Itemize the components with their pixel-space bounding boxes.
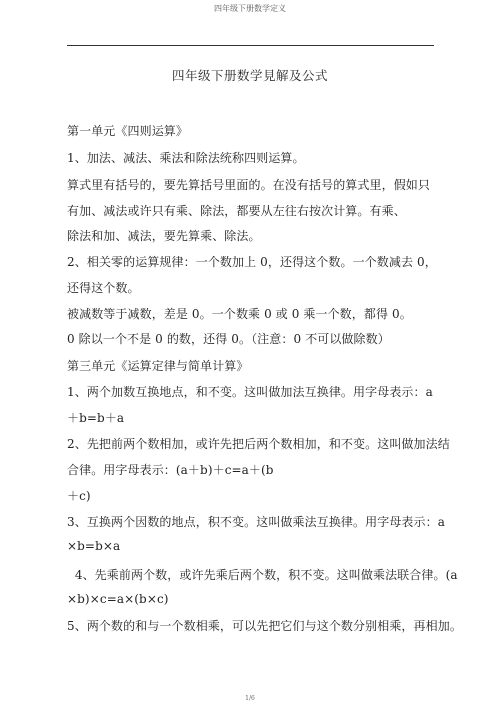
running-header: 四年级下册数学定义 (214, 4, 286, 13)
header-rule (67, 45, 434, 46)
section-heading-unit-3: 第三单元《运算定律与简单计算》 (67, 359, 249, 373)
body-line: 5、两个数的和与一个数相乘，可以先把它们与这个数分别相乘，再相加。 (67, 619, 462, 633)
formula-line: ×b=b×a (67, 539, 121, 553)
body-line: 1、两个加数互换地点，和不变。这叫做加法互换律。用字母表示：a (67, 385, 433, 399)
formula-line: ＋c) (67, 489, 91, 503)
body-line: 1、加法、减法、乘法和除法统称四则运算。 (67, 151, 305, 165)
body-line: 0 除以一个不是 0 的数，还得 0。（注意：0 不可以做除数） (67, 332, 390, 346)
body-line: 2、相关零的运算规律：一个数加上 0，还得这个数。一个数减去 0， (67, 255, 437, 269)
formula-line: ×b)×c=a×(b×c) (67, 592, 169, 606)
document-title: 四年级下册数学見解及公式 (171, 68, 328, 83)
body-line: 算式里有括号的，要先算括号里面的。在没有括号的算式里，假如只 (67, 178, 431, 192)
page-number: 1/6 (245, 695, 255, 702)
body-line: 被减数等于减数，差是 0。一个数乘 0 或 0 乘一个数，都得 0。 (67, 307, 412, 321)
body-line: 3、互换两个因数的地点，积不变。这叫做乘法互换律。用字母表示：a (67, 515, 445, 529)
body-line: 还得这个数。 (67, 281, 140, 295)
body-line: 合律。用字母表示：(a＋b)＋c=a＋(b (67, 463, 274, 477)
body-line: 有加、减法或许只有乘、除法，都要从左往右按次计算。有乘、 (67, 204, 406, 218)
body-line: 除法和加、减法，要先算乘、除法。 (67, 229, 261, 243)
formula-line: ＋b=b＋a (67, 411, 125, 425)
body-line: 2、先把前两个数相加，或许先把后两个数相加，和不变。这叫做加法结 (67, 437, 450, 451)
section-heading-unit-1: 第一单元《四则运算》 (67, 124, 189, 138)
body-line: 4、先乘前两个数，或许先乘后两个数，积不变。这叫做乘法联合律。(a (67, 568, 458, 582)
